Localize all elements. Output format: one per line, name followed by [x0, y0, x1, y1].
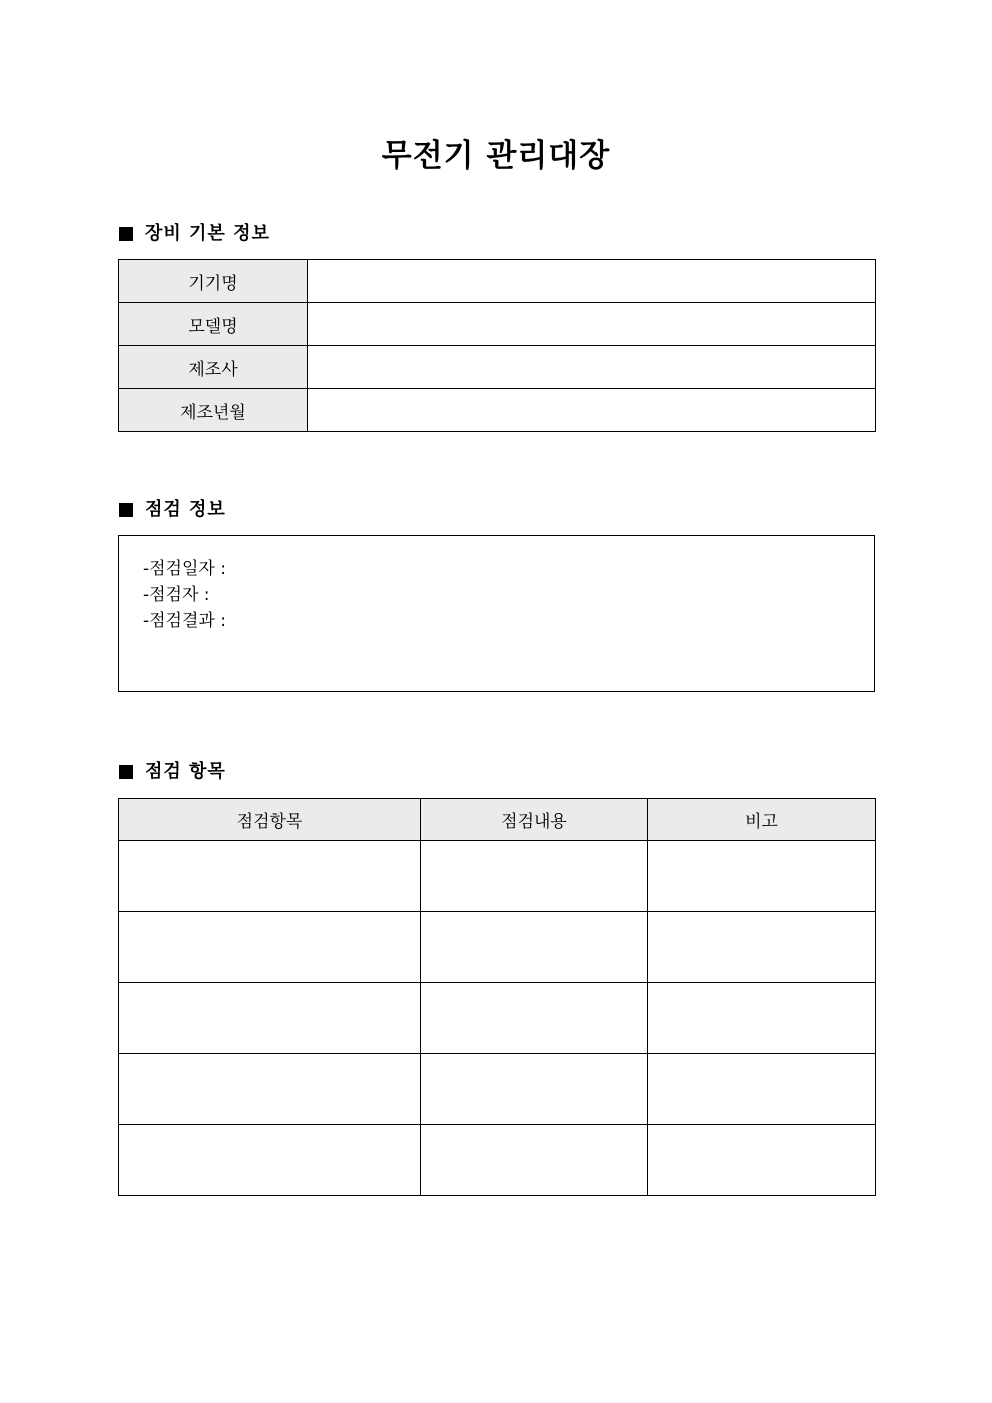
note-cell[interactable] — [648, 841, 876, 912]
section-heading-inspection-items — [119, 760, 226, 784]
inspector-line: -점검자 : — [143, 585, 210, 605]
square-bullet-icon — [119, 227, 133, 241]
model-name-label: 모델명 — [119, 303, 308, 346]
inspection-result-line: -점검결과 : — [143, 611, 226, 631]
table-row — [119, 841, 876, 912]
note-cell[interactable] — [648, 1054, 876, 1125]
content-cell[interactable] — [421, 912, 648, 983]
table-row — [119, 1054, 876, 1125]
manufacturer-field[interactable] — [308, 346, 876, 389]
table-row — [119, 346, 876, 389]
content-cell[interactable] — [421, 983, 648, 1054]
note-cell[interactable] — [648, 1125, 876, 1196]
note-cell[interactable] — [648, 983, 876, 1054]
column-header-note: 비고 — [648, 799, 876, 841]
document-title: 무전기 관리대장 — [381, 138, 611, 174]
section-heading-text: 점검 항목 — [145, 761, 226, 782]
table-header-row — [119, 799, 876, 841]
item-cell[interactable] — [119, 1054, 421, 1125]
table-row — [119, 1125, 876, 1196]
table-row — [119, 303, 876, 346]
section-heading-text: 장비 기본 정보 — [145, 223, 270, 244]
column-header-content: 점검내용 — [421, 799, 648, 841]
table-row — [119, 389, 876, 432]
manufacture-date-label: 제조년월 — [119, 389, 308, 432]
column-header-item: 점검항목 — [119, 799, 421, 841]
section-heading-inspection-info — [119, 498, 226, 522]
device-name-label: 기기명 — [119, 260, 308, 303]
content-cell[interactable] — [421, 1125, 648, 1196]
table-row — [119, 983, 876, 1054]
section-heading-text: 점검 정보 — [145, 499, 226, 520]
section-heading-equipment — [119, 222, 270, 246]
content-cell[interactable] — [421, 841, 648, 912]
device-name-field[interactable] — [308, 260, 876, 303]
equipment-info-table — [118, 259, 876, 432]
manufacture-date-field[interactable] — [308, 389, 876, 432]
square-bullet-icon — [119, 765, 133, 779]
item-cell[interactable] — [119, 1125, 421, 1196]
content-cell[interactable] — [421, 1054, 648, 1125]
inspection-info-box[interactable] — [118, 535, 875, 692]
table-row — [119, 912, 876, 983]
inspection-items-table — [118, 798, 876, 1196]
note-cell[interactable] — [648, 912, 876, 983]
item-cell[interactable] — [119, 841, 421, 912]
model-name-field[interactable] — [308, 303, 876, 346]
table-row — [119, 260, 876, 303]
manufacturer-label: 제조사 — [119, 346, 308, 389]
item-cell[interactable] — [119, 983, 421, 1054]
square-bullet-icon — [119, 503, 133, 517]
inspection-date-line: -점검일자 : — [143, 559, 226, 579]
item-cell[interactable] — [119, 912, 421, 983]
